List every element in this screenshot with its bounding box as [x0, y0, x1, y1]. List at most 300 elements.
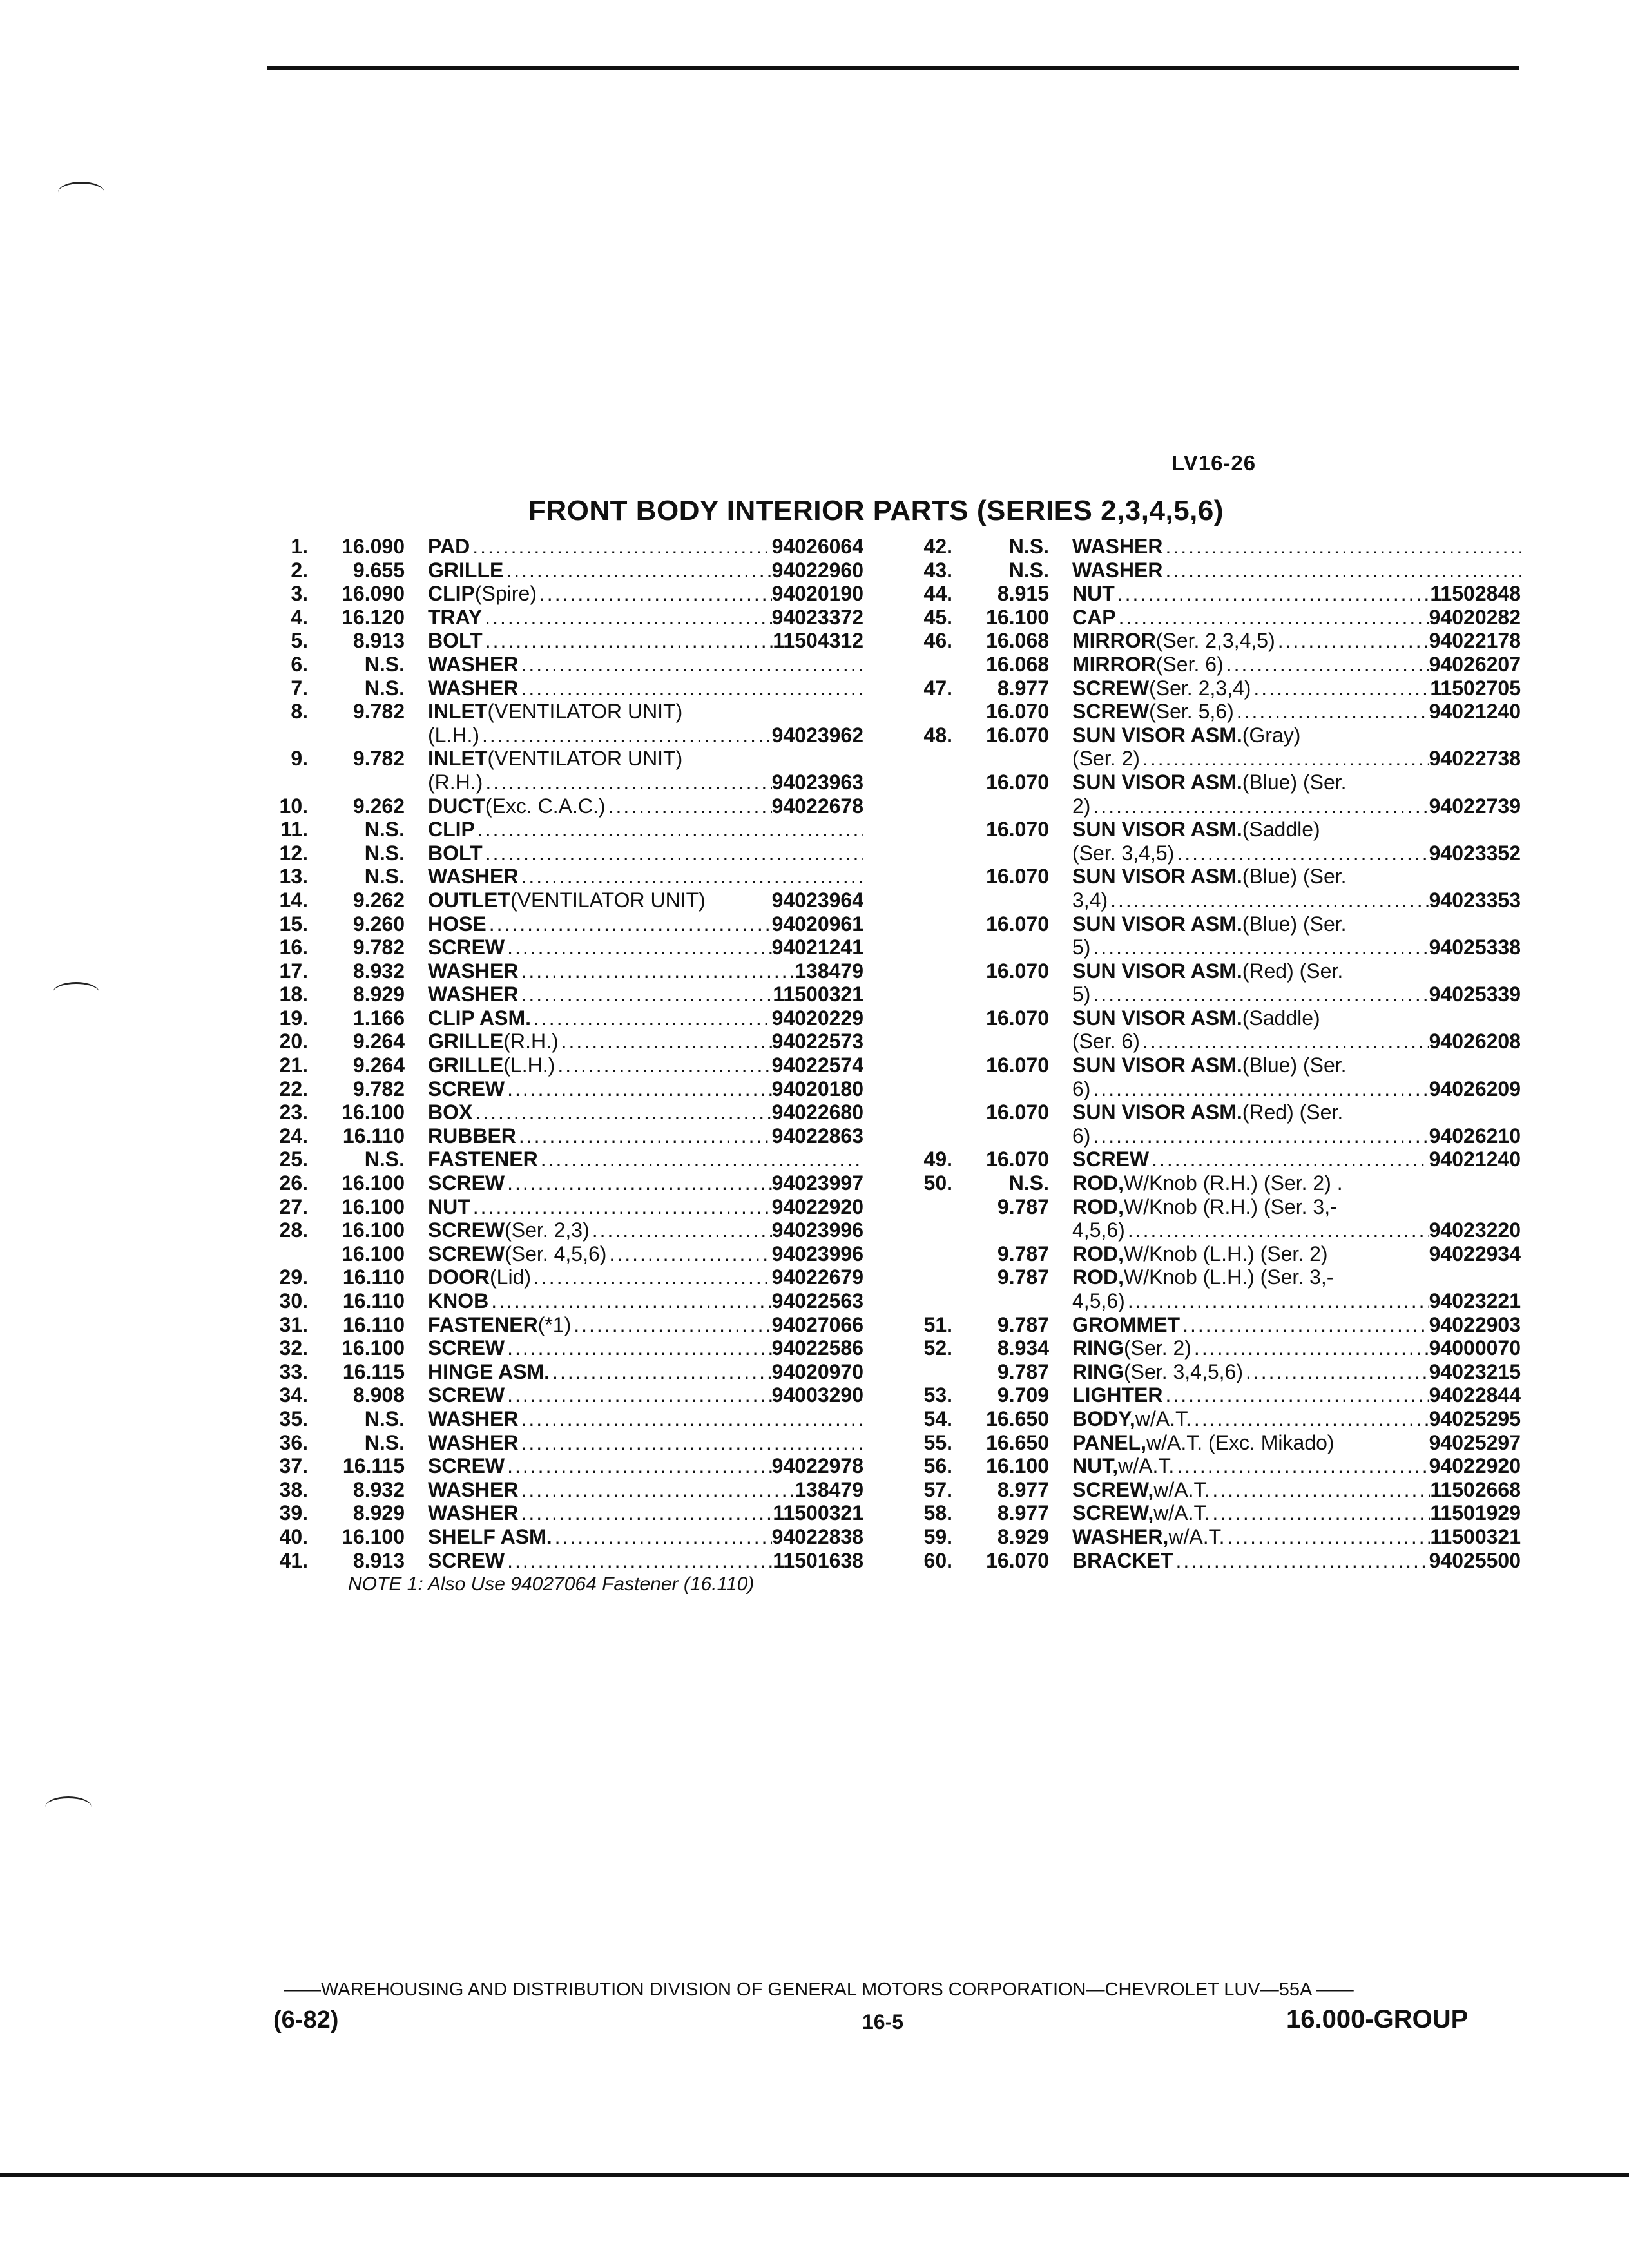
part-number: 94023997: [771, 1171, 863, 1195]
dot-leader: [1128, 1289, 1429, 1313]
part-qualifier: W/Knob (L.H.) (Ser. 2): [1124, 1242, 1328, 1265]
part-description: [428, 1148, 863, 1171]
part-description: [1072, 1336, 1521, 1360]
item-number: 56.: [923, 1454, 952, 1478]
item-number: 28.: [279, 1218, 308, 1242]
item-number: 48.: [923, 723, 952, 747]
group-number: N.S.: [364, 865, 405, 889]
part-name: SUN VISOR ASM.: [1072, 959, 1242, 983]
item-number: 10.: [279, 794, 308, 818]
part-description: [1072, 1100, 1521, 1124]
part-number: 94022563: [771, 1289, 863, 1312]
part-description: [1072, 818, 1521, 841]
part-number: 11501929: [1430, 1501, 1521, 1525]
part-number: 11502668: [1430, 1477, 1521, 1501]
part-qualifier: (Ser. 2): [1124, 1336, 1191, 1360]
part-qualifier: 3,4): [1072, 888, 1108, 912]
group-number: 1.166: [352, 1006, 405, 1030]
item-number: 42.: [923, 535, 952, 558]
parts-row: [915, 1407, 1521, 1431]
parts-row: [915, 1218, 1521, 1242]
dot-leader: [557, 1053, 771, 1077]
group-number: 16.070: [986, 912, 1049, 936]
group-number: 16.100: [986, 605, 1049, 629]
group-number: 9.782: [352, 700, 405, 724]
parts-row: [915, 959, 1521, 983]
part-description: [1072, 1077, 1521, 1101]
part-qualifier: (Ser. 2,3,4,5): [1155, 629, 1275, 653]
dot-leader: [534, 1265, 772, 1289]
group-number: N.S.: [364, 841, 405, 865]
part-name: MIRROR: [1072, 629, 1156, 653]
part-number: 94022678: [771, 794, 863, 818]
page-title: FRONT BODY INTERIOR PARTS (SERIES 2,3,4,5,6): [528, 495, 1224, 526]
group-number: 9.264: [352, 1030, 405, 1053]
group-number: 16.090: [342, 535, 405, 558]
part-qualifier: (Ser. 3,4,5,6): [1124, 1360, 1243, 1383]
dot-leader: [1093, 1077, 1429, 1101]
parts-row: [271, 1478, 863, 1502]
part-qualifier: (Lid): [490, 1265, 532, 1289]
part-qualifier: (Blue) (Ser.: [1242, 912, 1347, 936]
part-number: 94023372: [771, 605, 863, 629]
dot-leader: [534, 1006, 772, 1030]
part-description: [428, 936, 863, 959]
footer-group: 16.000-GROUP: [1286, 2005, 1469, 2033]
item-number: 27.: [279, 1195, 308, 1218]
dot-leader: [539, 582, 772, 606]
item-number: 6.: [291, 652, 308, 676]
parts-row: [915, 818, 1521, 841]
parts-row: [271, 1501, 863, 1525]
part-description: [428, 1407, 863, 1431]
group-number: 16.070: [986, 723, 1049, 747]
parts-row: [271, 1124, 863, 1148]
item-number: 57.: [923, 1477, 952, 1501]
part-number: 94023215: [1429, 1360, 1521, 1383]
parts-row: [271, 1195, 863, 1219]
part-name: ROD,: [1072, 1265, 1124, 1289]
part-description: [428, 1525, 863, 1549]
parts-row: [915, 1383, 1521, 1407]
parts-row: [271, 983, 863, 1006]
parts-row: [271, 818, 863, 841]
part-description: [428, 1242, 863, 1266]
part-name: SCREW: [428, 1171, 505, 1195]
dot-leader: [485, 629, 773, 653]
part-name: HOSE: [428, 912, 487, 936]
parts-row: [271, 1030, 863, 1053]
parts-row: [271, 1265, 863, 1289]
parts-row: [271, 1006, 863, 1030]
part-number: 94022680: [771, 1100, 863, 1124]
part-name: WASHER: [428, 676, 519, 700]
part-name: KNOB: [428, 1289, 489, 1312]
dot-leader: [521, 1501, 773, 1525]
part-description: [428, 1501, 863, 1525]
dot-leader: [541, 1148, 863, 1171]
part-name: CLIP: [428, 818, 475, 841]
part-name: RUBBER: [428, 1124, 516, 1148]
item-number: 52.: [923, 1336, 952, 1360]
part-number: 11501638: [773, 1548, 863, 1572]
dot-leader: [521, 959, 795, 983]
group-number: N.S.: [364, 676, 405, 700]
item-number: 3.: [291, 582, 308, 606]
part-name: WASHER: [1072, 535, 1163, 558]
part-description: [1072, 1148, 1521, 1171]
part-description: [1072, 1501, 1521, 1525]
parts-row: [915, 841, 1521, 865]
dot-leader: [507, 1171, 772, 1195]
parts-row: [915, 1053, 1521, 1077]
part-description: [428, 889, 863, 912]
dot-leader: [1246, 1360, 1429, 1384]
dot-leader: [521, 1478, 795, 1502]
part-description: [1072, 794, 1521, 818]
part-name: PAD: [428, 535, 470, 558]
group-number: 16.100: [342, 1100, 405, 1124]
part-number: 94025500: [1429, 1548, 1521, 1572]
part-number: 94021240: [1429, 1148, 1521, 1171]
group-number: 16.650: [986, 1430, 1049, 1454]
part-name: OUTLET: [428, 888, 510, 912]
item-number: 30.: [279, 1289, 308, 1312]
part-qualifier: 5): [1072, 936, 1091, 959]
part-description: [1072, 653, 1521, 677]
item-number: 16.: [279, 936, 308, 959]
item-number: 37.: [279, 1454, 308, 1478]
item-number: 40.: [279, 1524, 308, 1548]
group-number: 16.070: [986, 1548, 1049, 1572]
parts-row: [915, 1265, 1521, 1289]
parts-row: [271, 959, 863, 983]
part-number: 94025295: [1429, 1407, 1521, 1430]
parts-row: [915, 1431, 1521, 1455]
part-qualifier: (Ser. 2,3): [505, 1218, 590, 1242]
part-description: [1072, 1383, 1521, 1407]
part-qualifier: (Spire): [474, 582, 537, 606]
group-number: 8.913: [352, 629, 405, 653]
part-description: [428, 606, 863, 629]
dot-leader: [507, 1549, 773, 1573]
part-description: [428, 1289, 863, 1313]
part-description: [428, 771, 863, 794]
part-description: [428, 724, 863, 747]
part-qualifier: (Blue) (Ser.: [1242, 770, 1347, 794]
dot-leader: [521, 1407, 863, 1431]
part-qualifier: (VENTILATOR UNIT): [487, 700, 683, 724]
part-name: ROD,: [1072, 1195, 1124, 1218]
parts-row: [915, 1336, 1521, 1360]
footer-page-number: 16-5: [862, 2010, 904, 2033]
parts-row: [271, 1431, 863, 1455]
part-name: CLIP ASM.: [428, 1006, 532, 1030]
part-qualifier: w/A.T.: [1135, 1407, 1191, 1430]
part-description: [1072, 1030, 1521, 1053]
part-name: GRILLE: [428, 558, 504, 582]
part-name: CLIP: [428, 582, 475, 606]
parts-row: [915, 865, 1521, 889]
parts-row: [271, 889, 863, 912]
part-name: SCREW: [1072, 676, 1150, 700]
dot-leader: [1142, 1030, 1429, 1053]
part-qualifier: (L.H.): [428, 723, 479, 747]
parts-row: [915, 1501, 1521, 1525]
part-qualifier: (Ser. 5,6): [1149, 700, 1234, 724]
parts-row: [271, 606, 863, 629]
part-description: [1072, 841, 1521, 865]
part-name: SUN VISOR ASM.: [1072, 723, 1242, 747]
dot-leader: [1119, 606, 1429, 629]
part-number: 94003290: [771, 1383, 863, 1407]
part-name: FASTENER: [428, 1312, 538, 1336]
part-description: [1072, 936, 1521, 959]
group-number: 16.100: [342, 1218, 405, 1242]
part-qualifier: (*1): [537, 1312, 572, 1336]
parts-row: [915, 1030, 1521, 1053]
dot-leader: [485, 771, 771, 794]
bottom-rule: [0, 2173, 1629, 2177]
item-number: 15.: [279, 912, 308, 936]
part-number: 11502848: [1430, 582, 1521, 606]
part-name: BOLT: [428, 629, 483, 653]
group-number: 9.655: [352, 558, 405, 582]
part-description: [428, 818, 863, 841]
dot-leader: [1142, 747, 1429, 771]
part-name: NUT,: [1072, 1454, 1119, 1478]
parts-row: [271, 1525, 863, 1549]
part-number: 94022738: [1429, 747, 1521, 771]
parts-row: [915, 1195, 1521, 1219]
part-description: [428, 1549, 863, 1573]
parts-row: [915, 700, 1521, 724]
parts-row: [915, 1289, 1521, 1313]
item-number: 24.: [279, 1124, 308, 1148]
parts-row: [271, 677, 863, 700]
part-number: 138479: [795, 959, 863, 983]
part-number: 94026207: [1429, 652, 1521, 676]
part-description: [1072, 1124, 1521, 1148]
margin-mark-top: [58, 182, 104, 203]
dot-leader: [608, 794, 772, 818]
parts-row: [271, 747, 863, 771]
part-description: [428, 582, 863, 606]
item-number: 18.: [279, 983, 308, 1006]
dot-leader: [1226, 653, 1429, 677]
part-qualifier: (Red) (Ser.: [1242, 1100, 1344, 1124]
part-name: SCREW: [428, 1383, 505, 1407]
parts-row: [271, 912, 863, 936]
part-description: [1072, 1171, 1521, 1195]
part-name: SUN VISOR ASM.: [1072, 1053, 1242, 1077]
dot-leader: [1165, 535, 1521, 559]
parts-row: [271, 1148, 863, 1171]
part-description: [1072, 700, 1521, 724]
group-number: 9.260: [352, 912, 405, 936]
part-description: [1072, 1431, 1521, 1455]
group-number: 16.110: [342, 1265, 405, 1289]
item-number: 54.: [923, 1407, 952, 1430]
dot-leader: [473, 1195, 772, 1219]
part-number: 94023964: [771, 888, 863, 912]
part-number: 94022844: [1429, 1383, 1521, 1407]
part-description: [1072, 582, 1521, 606]
parts-row: [915, 1006, 1521, 1030]
part-description: [428, 1478, 863, 1502]
group-number: 9.787: [997, 1195, 1049, 1218]
parts-row: [915, 1549, 1521, 1573]
part-qualifier: w/A.T. (Exc. Mikado): [1146, 1430, 1335, 1454]
item-number: 29.: [279, 1265, 308, 1289]
part-qualifier: 6): [1072, 1077, 1091, 1100]
group-number: 8.977: [997, 1501, 1049, 1525]
dot-leader: [1212, 1501, 1430, 1525]
part-number: 94020190: [771, 582, 863, 606]
part-number: 94022838: [771, 1524, 863, 1548]
part-qualifier: w/A.T.: [1168, 1524, 1225, 1548]
part-number: 94022586: [771, 1336, 863, 1360]
margin-mark-bottom: [45, 1796, 92, 1818]
part-number: 138479: [795, 1477, 863, 1501]
parts-row: [271, 1171, 863, 1195]
parts-row: [271, 1360, 863, 1384]
parts-row: [915, 582, 1521, 606]
parts-row: [915, 889, 1521, 912]
item-number: 53.: [923, 1383, 952, 1407]
dot-leader: [521, 653, 863, 677]
part-description: [428, 1454, 863, 1478]
part-qualifier: w/A.T.: [1153, 1477, 1210, 1501]
group-number: 16.110: [342, 1312, 405, 1336]
part-name: GRILLE: [428, 1030, 504, 1053]
item-number: 50.: [923, 1171, 952, 1195]
dot-leader: [485, 606, 771, 629]
item-number: 22.: [279, 1077, 308, 1100]
item-number: 9.: [291, 747, 308, 771]
dot-leader: [1177, 1454, 1429, 1478]
part-number: 94026064: [771, 535, 863, 558]
parts-row: [915, 936, 1521, 959]
part-qualifier: (VENTILATOR UNIT): [510, 888, 706, 912]
item-number: 39.: [279, 1501, 308, 1525]
part-number: 94026208: [1429, 1030, 1521, 1053]
group-number: 16.100: [342, 1242, 405, 1265]
part-number: 94027066: [771, 1312, 863, 1336]
part-name: NUT: [1072, 582, 1115, 606]
parts-row: [271, 841, 863, 865]
dot-leader: [1117, 582, 1431, 606]
part-description: [1072, 724, 1521, 747]
part-name: SCREW: [428, 1336, 505, 1360]
group-number: 9.782: [352, 936, 405, 959]
part-description: [428, 1360, 863, 1384]
parts-row: [271, 724, 863, 747]
parts-row: [271, 559, 863, 582]
part-number: 94022920: [771, 1195, 863, 1218]
part-qualifier: 4,5,6): [1072, 1289, 1125, 1312]
part-number: 94020282: [1429, 605, 1521, 629]
part-qualifier: (R.H.): [428, 770, 483, 794]
group-number: 16.068: [986, 652, 1049, 676]
parts-row: [915, 747, 1521, 771]
group-number: N.S.: [364, 1407, 405, 1430]
part-number: 94022978: [771, 1454, 863, 1478]
group-number: 16.120: [342, 605, 405, 629]
group-number: 16.650: [986, 1407, 1049, 1430]
group-number: 16.070: [986, 770, 1049, 794]
parts-row: [915, 559, 1521, 582]
dot-leader: [1194, 1336, 1429, 1360]
parts-row: [915, 1242, 1521, 1266]
item-number: 12.: [279, 841, 308, 865]
parts-row: [271, 1218, 863, 1242]
part-number: 94023352: [1429, 841, 1521, 865]
part-qualifier: (Ser. 3,4,5): [1072, 841, 1175, 865]
dot-leader: [1177, 841, 1429, 865]
part-qualifier: (Gray): [1242, 723, 1301, 747]
part-description: [428, 841, 863, 865]
part-number: 94023221: [1429, 1289, 1521, 1312]
part-number: 94020180: [771, 1077, 863, 1100]
dot-leader: [507, 936, 772, 959]
right-rows: [915, 535, 1521, 1572]
part-qualifier: 4,5,6): [1072, 1218, 1125, 1242]
part-name: WASHER: [428, 983, 519, 1006]
item-number: 2.: [291, 558, 308, 582]
parts-row: [915, 724, 1521, 747]
part-description: [428, 535, 863, 559]
part-qualifier: 5): [1072, 983, 1091, 1006]
part-description: [1072, 983, 1521, 1006]
part-description: [1072, 959, 1521, 983]
dot-leader: [507, 1077, 772, 1101]
parts-row: [271, 1077, 863, 1101]
parts-list-left: [271, 535, 863, 1597]
part-qualifier: (Ser. 2,3,4): [1149, 676, 1251, 700]
part-qualifier: (Red) (Ser.: [1242, 959, 1344, 983]
item-number: 59.: [923, 1524, 952, 1548]
part-description: [1072, 1525, 1521, 1549]
part-description: [428, 747, 863, 771]
group-number: N.S.: [1008, 1171, 1049, 1195]
part-description: [1072, 1265, 1521, 1289]
parts-row: [915, 1100, 1521, 1124]
group-number: N.S.: [364, 818, 405, 841]
item-number: 60.: [923, 1548, 952, 1572]
item-number: 47.: [923, 676, 952, 700]
part-name: RING: [1072, 1336, 1124, 1360]
dot-leader: [1128, 1218, 1429, 1242]
part-name: ROD,: [1072, 1242, 1124, 1265]
part-description: [1072, 606, 1521, 629]
part-description: [1072, 535, 1521, 559]
item-number: 19.: [279, 1006, 308, 1030]
part-name: WASHER: [428, 959, 519, 983]
part-number: 94023353: [1429, 888, 1521, 912]
group-number: 9.262: [352, 794, 405, 818]
part-description: [428, 1077, 863, 1101]
parts-row: [271, 535, 863, 559]
part-number: 94022679: [771, 1265, 863, 1289]
part-number: 94022934: [1429, 1242, 1521, 1265]
part-description: [428, 1053, 863, 1077]
item-number: 31.: [279, 1312, 308, 1336]
dot-leader: [1227, 1525, 1430, 1549]
group-number: 16.070: [986, 818, 1049, 841]
group-number: 9.782: [352, 747, 405, 771]
item-number: 55.: [923, 1430, 952, 1454]
